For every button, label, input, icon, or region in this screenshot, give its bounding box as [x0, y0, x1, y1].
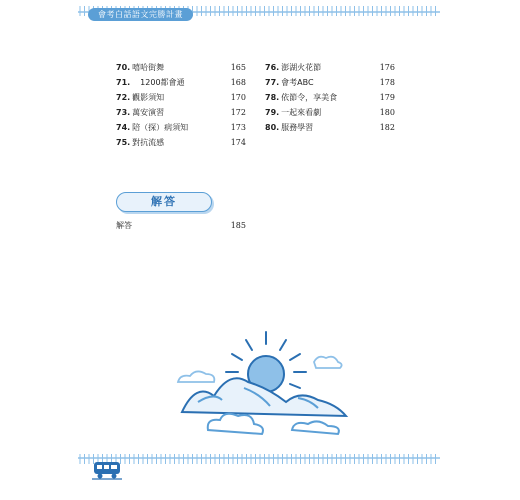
toc-title: 會考ABC — [281, 78, 314, 87]
toc-num: 75. — [116, 138, 131, 147]
toc-row[interactable] — [116, 75, 246, 90]
bottom-rail-decoration — [78, 452, 440, 466]
toc-title: 陪（探）病須知 — [132, 123, 189, 132]
toc-title: 解答 — [116, 221, 132, 230]
toc-title: 嘻哈街舞 — [132, 63, 165, 72]
toc-title: 1200都會通 — [132, 78, 185, 87]
toc-row[interactable] — [265, 120, 395, 135]
toc-title: 觀影須知 — [132, 93, 165, 102]
toc-row[interactable] — [116, 135, 246, 150]
toc-page: 168 — [230, 78, 246, 87]
toc-page: 176 — [379, 63, 395, 72]
header-title: 會考白話語文完勝計畫 — [98, 10, 183, 19]
toc-row[interactable] — [116, 60, 246, 75]
toc-page: 182 — [379, 123, 395, 132]
toc-right-column — [265, 60, 395, 135]
toc-row[interactable] — [265, 90, 395, 105]
toc-title: 萬安演習 — [132, 108, 165, 117]
toc-page: 173 — [230, 123, 246, 132]
toc-row[interactable] — [116, 105, 246, 120]
toc-page: 178 — [379, 78, 395, 87]
section-title: 解答 — [151, 195, 177, 208]
toc-num: 74. — [116, 123, 131, 132]
toc-num: 79. — [265, 108, 280, 117]
toc-num: 80. — [265, 123, 280, 132]
toc-row[interactable] — [116, 120, 246, 135]
toc-title: 服務學習 — [281, 123, 314, 132]
toc-page: 174 — [230, 138, 246, 147]
toc-left-column — [116, 60, 246, 150]
toc-num: 70. — [116, 63, 131, 72]
train-icon — [92, 458, 122, 480]
toc-page: 172 — [230, 108, 246, 117]
toc-num: 76. — [265, 63, 280, 72]
toc-page: 165 — [230, 63, 246, 72]
toc-row-answers[interactable] — [116, 218, 246, 233]
toc-title: 一起來看劇 — [281, 108, 322, 117]
toc-row[interactable] — [116, 90, 246, 105]
toc-num: 72. — [116, 93, 131, 102]
toc-page: 180 — [379, 108, 395, 117]
toc-page: 185 — [230, 221, 246, 230]
toc-title: 依節令，享美食 — [281, 93, 338, 102]
toc-title: 澎湖火花節 — [281, 63, 322, 72]
toc-num: 78. — [265, 93, 280, 102]
toc-row[interactable] — [265, 105, 395, 120]
toc-row[interactable] — [265, 60, 395, 75]
toc-num: 71. — [116, 78, 131, 87]
toc-title: 對抗流感 — [132, 138, 165, 147]
toc-row[interactable] — [265, 75, 395, 90]
mountain-sun-icon — [168, 330, 358, 445]
toc-num: 73. — [116, 108, 131, 117]
toc-page: 179 — [379, 93, 395, 102]
section-heading-answers — [116, 192, 212, 212]
header-badge — [88, 8, 193, 21]
toc-page: 170 — [230, 93, 246, 102]
toc-num: 77. — [265, 78, 280, 87]
